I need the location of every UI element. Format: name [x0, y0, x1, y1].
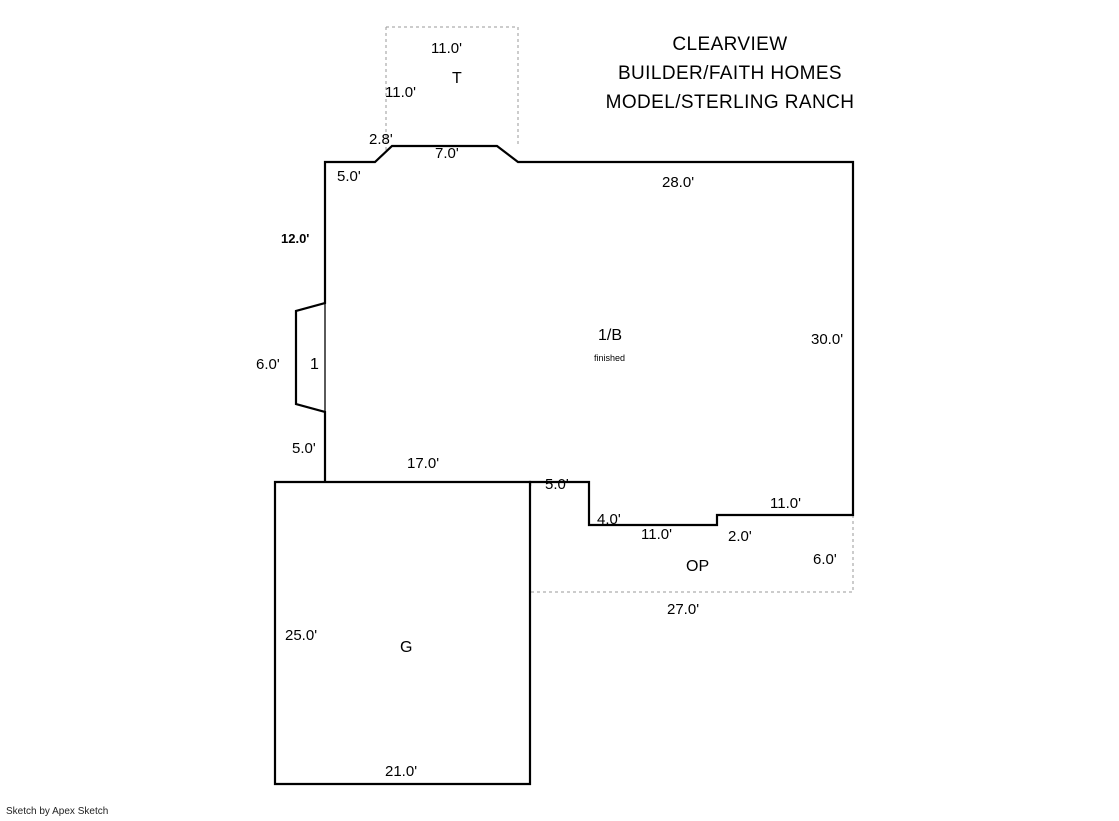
dim-op-4: 4.0' — [597, 511, 621, 528]
dim-terrace-left: 11.0' — [385, 84, 416, 101]
dim-top-terrace-width: 11.0' — [431, 40, 462, 57]
main-house-outline — [296, 146, 853, 525]
dim-right-30: 30.0' — [811, 331, 844, 348]
label-area-g: G — [400, 639, 413, 656]
label-area-op: OP — [686, 558, 710, 575]
dim-upper-left-5: 5.0' — [337, 168, 361, 185]
label-area-1b-finished: finished — [594, 353, 626, 363]
dim-garage-top-17: 17.0' — [407, 455, 440, 472]
title-block — [560, 30, 900, 117]
label-area-1: 1 — [310, 356, 319, 373]
dim-garage-left-25: 25.0' — [285, 627, 318, 644]
dim-bay-6: 6.0' — [256, 356, 280, 373]
title-line-3: MODEL/STERLING RANCH — [605, 92, 855, 113]
dim-op-bottom-27: 27.0' — [667, 601, 700, 618]
dim-garage-bottom-21: 21.0' — [385, 763, 418, 780]
dim-left-lower-5: 5.0' — [292, 440, 316, 457]
dim-top-28: 28.0' — [662, 174, 695, 191]
dim-op-11-mid: 11.0' — [641, 526, 672, 543]
dim-notch-2-8: 2.8' — [369, 131, 393, 148]
label-area-1b: 1/B — [598, 327, 623, 344]
label-area-t: T — [452, 70, 462, 87]
dim-left-12: 12.0' — [281, 231, 310, 246]
title-line-2: BUILDER/FAITH HOMES — [617, 63, 843, 84]
title-line-1: CLEARVIEW — [672, 34, 788, 55]
dim-op-5: 5.0' — [545, 476, 569, 493]
dim-angle-7: 7.0' — [435, 145, 459, 162]
sketch-credit: Sketch by Apex Sketch — [6, 806, 109, 817]
dim-op-11-right: 11.0' — [770, 495, 801, 512]
dim-op-2: 2.0' — [728, 528, 752, 545]
dim-op-6: 6.0' — [813, 551, 837, 568]
